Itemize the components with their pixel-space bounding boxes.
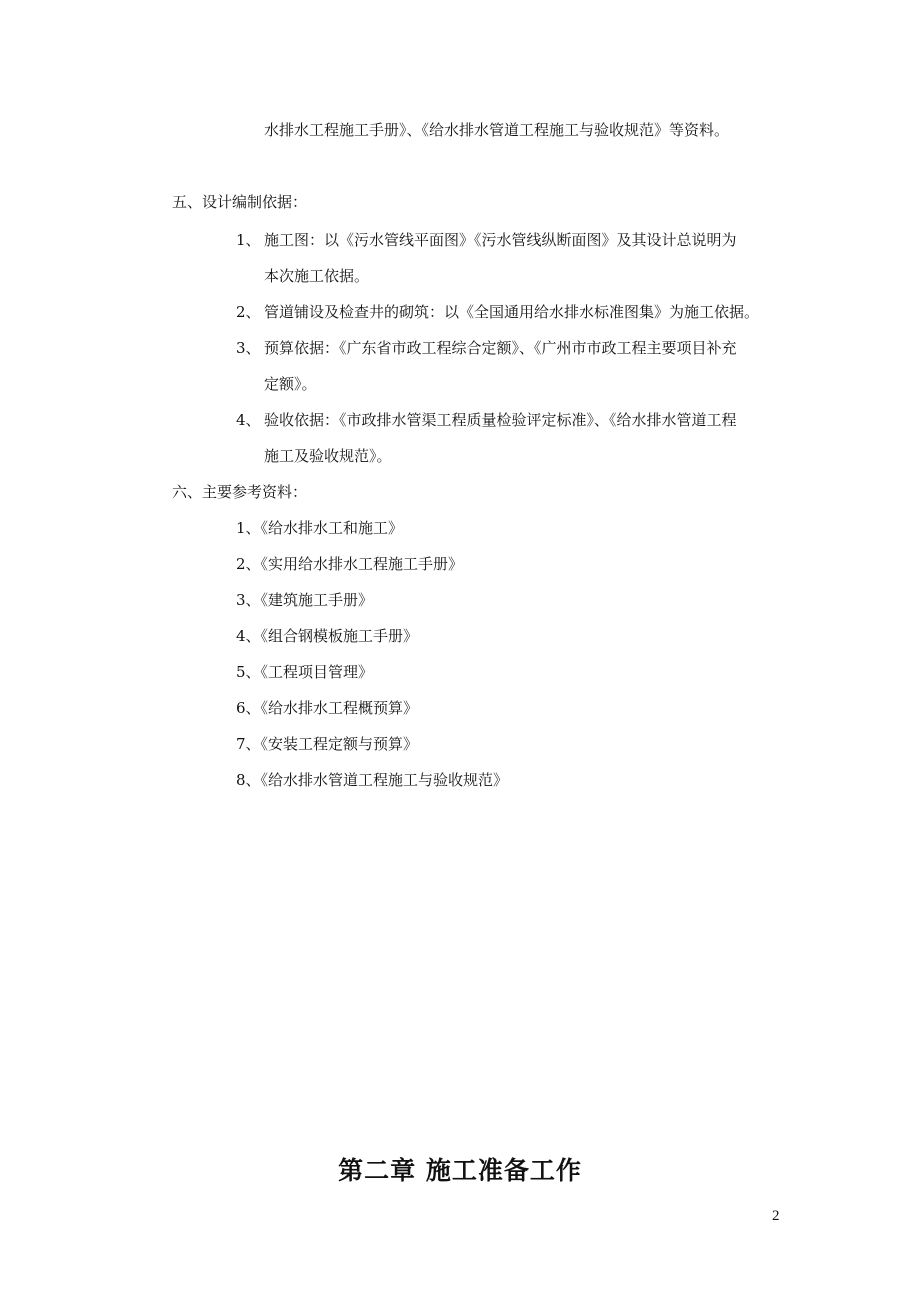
list-item-number: 2、 — [236, 303, 261, 321]
reference-item: 4、《组合钢模板施工手册》 — [236, 627, 419, 645]
list-item-text: 预算依据：《广东省市政工程综合定额》、《广州市市政工程主要项目补充 — [264, 339, 737, 357]
page-number: 2 — [772, 1208, 780, 1224]
section-heading: 五、设计编制依据： — [172, 193, 308, 211]
list-item-text: 施工及验收规范》。 — [264, 447, 392, 465]
list-item-number: 1、 — [236, 231, 261, 249]
list-item-number: 3、 — [236, 339, 261, 357]
list-item-text: 管道铺设及检查井的砌筑：以《全国通用给水排水标准图集》为施工依据。 — [264, 303, 760, 321]
reference-item: 7、《安装工程定额与预算》 — [236, 735, 419, 753]
section-heading: 六、主要参考资料： — [172, 483, 308, 501]
reference-item: 1、《给水排水工和施工》 — [236, 519, 404, 537]
reference-item: 8、《给水排水管道工程施工与验收规范》 — [236, 771, 509, 789]
list-item-text: 本次施工依据。 — [264, 267, 370, 285]
reference-item: 5、《工程项目管理》 — [236, 663, 374, 681]
chapter-title: 第二章 施工准备工作 — [338, 1156, 582, 1185]
reference-item: 2、《实用给水排水工程施工手册》 — [236, 555, 464, 573]
list-item-text: 施工图：以《污水管线平面图》《污水管线纵断面图》及其设计总说明为 — [264, 231, 737, 249]
continuation-line: 水排水工程施工手册》、《给水排水管道工程施工与验收规范》等资料。 — [264, 121, 730, 139]
reference-item: 6、《给水排水工程概预算》 — [236, 699, 419, 717]
list-item-number: 4、 — [236, 411, 261, 429]
list-item-text: 验收依据：《市政排水管渠工程质量检验评定标准》、《给水排水管道工程 — [264, 411, 737, 429]
list-item-text: 定额》。 — [264, 375, 317, 393]
reference-item: 3、《建筑施工手册》 — [236, 591, 374, 609]
